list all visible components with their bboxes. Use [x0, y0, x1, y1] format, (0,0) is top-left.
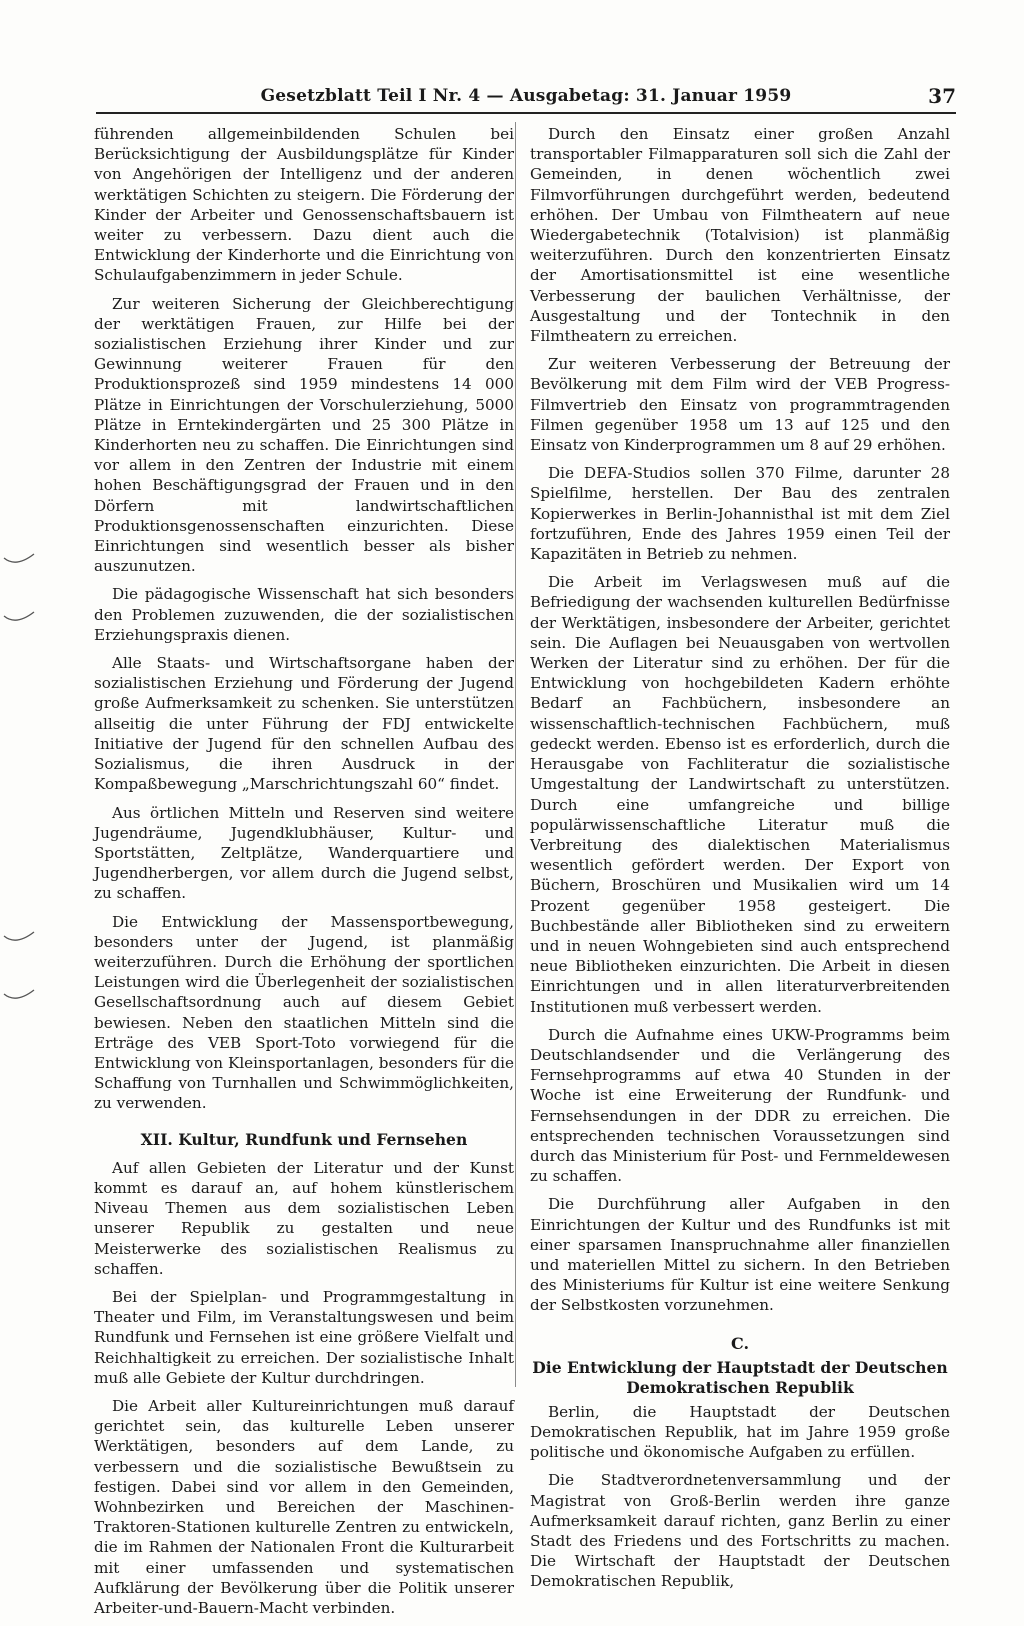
- paragraph: Berlin, die Hauptstadt der Deutschen Demokratischen Republik, hat im Jahre 1959 große politische und ökonomische Aufgaben zu erfüllen.: [530, 1402, 950, 1462]
- margin-tick-mark: [2, 988, 36, 1004]
- paragraph: Durch die Aufnahme eines UKW-Programms beim Deutschlandsender und die Verlängerung des Fernsehprogramms auf etwa 40 Stunden in der Woche ist eine Erweiterung der Rundfunk- und Fernsehsendungen in der DDR zu erreichen. Die entsprechenden technischen Voraussetzungen sind durch das Ministerium für Post- und Fernmeldewesen zu schaffen.: [530, 1025, 950, 1186]
- paragraph: Zur weiteren Sicherung der Gleichberechtigung der werktätigen Frauen, zur Hilfe bei der sozialistischen Erziehung ihrer Kinder und zur Gewinnung weiterer Frauen für den Produktionsprozeß sind 1959 mindestens 14 000 Plätze in Einrichtungen der Vorschulerziehung, 5000 Plätze in Erntekindergärten und 25 300 Plätze in Kinderhorten neu zu schaffen. Die Einrichtungen sind vor allem in den Zentren der Industrie mit einem hohen Beschäftigungsgrad der Frauen und in den Dörfern mit landwirtschaftlichen Produktionsgenossenschaften einzurichten. Diese Einrichtungen sind wesentlich besser als bisher auszunutzen.: [94, 294, 514, 576]
- paragraph: Aus örtlichen Mitteln und Reserven sind weitere Jugendräume, Jugendklubhäuser, Kultur- und Sportstätten, Zeltplätze, Wanderquartiere und Jugendherbergen, vor allem durch die Jugend selbst, zu schaffen.: [94, 803, 514, 903]
- paragraph: Zur weiteren Verbesserung der Betreuung der Bevölkerung mit dem Film wird der VEB Progress-Filmvertrieb den Einsatz von programmtragenden Filmen gegenüber 1958 um 13 auf 125 und den Einsatz von Kinderprogrammen um 8 auf 29 erhöhen.: [530, 355, 950, 455]
- column-divider: [515, 122, 516, 1387]
- section-heading-c: Die Entwicklung der Hauptstadt der Deutschen Demokratischen Republik: [532, 1357, 948, 1397]
- margin-tick-mark: [2, 610, 36, 626]
- page-header: [96, 84, 956, 114]
- section-heading-xii: XII. Kultur, Rundfunk und Fernsehen: [140, 1129, 468, 1149]
- paragraph: Die Durchführung aller Aufgaben in den Einrichtungen der Kultur und des Rundfunks ist mit einer sparsamen Inanspruchnahme aller finanziellen und materiellen Mittel zu sichern. In den Betrieben des Ministeriums für Kultur ist eine weitere Senkung der Selbstkosten vorzunehmen.: [530, 1195, 950, 1315]
- paragraph: Bei der Spielplan- und Programmgestaltung in Theater und Film, im Veranstaltungswesen und beim Rundfunk und Fernsehen ist eine größere Vielfalt und Reichhaltigkeit zu erreichen. Der sozialistische Inhalt muß alle Gebiete der Kultur durchdringen.: [94, 1287, 514, 1387]
- right-column: [530, 124, 950, 1600]
- margin-tick-mark: [2, 930, 36, 946]
- paragraph: Durch den Einsatz einer großen Anzahl transportabler Filmapparaturen soll sich die Zahl der Gemeinden, in denen wöchentlich zwei Filmvorführungen durchgeführt werden, bedeutend erhöhen. Der Umbau von Filmtheatern auf neue Wiedergabetechnik (Totalvision) ist planmäßig weiterzuführen. Durch den konzentrierten Einsatz der Amortisationsmittel ist eine wesentliche Verbesserung der baulichen Verhältnisse, der Ausgestaltung und der Tontechnik in den Filmtheatern zu erreichen.: [530, 125, 950, 346]
- margin-tick-mark: [2, 552, 36, 568]
- page-number: 37: [928, 84, 956, 108]
- paragraph: Die DEFA-Studios sollen 370 Filme, darunter 28 Spielfilme, herstellen. Der Bau des zentralen Kopierwerkes in Berlin-Johannisthal ist mit dem Ziel fortzuführen, Ende des Jahres 1959 einen Teil der Kapazitäten in Betrieb zu nehmen.: [530, 464, 950, 564]
- section-letter-c: C.: [730, 1333, 750, 1353]
- paragraph: Alle Staats- und Wirtschaftsorgane haben der sozialistischen Erziehung und Förderung der Jugend große Aufmerksamkeit zu schenken. Sie unterstützen allseitig die unter Führung der FDJ entwickelte Initiative der Jugend für den schnellen Aufbau des Sozialismus, die ihren Ausdruck in der Kompaßbewegung „Marschrichtungszahl 60“ findet.: [94, 654, 514, 794]
- paragraph: Die Entwicklung der Massensportbewegung, besonders unter der Jugend, ist planmäßig weiterzuführen. Durch die Erhöhung der sportlichen Leistungen wird die Überlegenheit der sozialistischen Gesellschaftsordnung auch auf diesem Gebiet bewiesen. Neben den staatlichen Mitteln sind die Erträge des VEB Sport-Toto vorwiegend für die Entwicklung von Kleinsportanlagen, besonders für die Schaffung von Turnhallen und Schwimmöglichkeiten, zu verwenden.: [94, 912, 514, 1113]
- paragraph: Die Arbeit im Verlagswesen muß auf die Befriedigung der wachsenden kulturellen Bedürfnisse der Werktätigen, insbesondere der Arbeiter, gerichtet sein. Die Auflagen bei Neuausgaben von wertvollen Werken der Literatur sind zu erhöhen. Der für die Entwicklung von hochgebildeten Kadern erhöhte Bedarf an Fachbüchern, insbesondere an wissenschaftlich-technischen Fachbüchern, muß gedeckt werden. Ebenso ist es erforderlich, durch die Herausgabe von Fachliteratur die sozialistische Umgestaltung der Landwirtschaft zu unterstützen. Durch eine umfangreiche und billige populärwissenschaftliche Literatur muß die Verbreitung des dialektischen Materialismus wesentlich gefördert werden. Der Export von Büchern, Broschüren und Musikalien wird um 14 Prozent gegenüber 1958 gesteigert. Die Buchbestände aller Bibliotheken sind zu erweitern und in neuen Wohngebieten sind auch entsprechend neue Bibliotheken einzurichten. Die Arbeit in diesen Einrichtungen und in allen literaturverbreitenden Institutionen muß verbessert werden.: [530, 573, 950, 1016]
- paragraph: Auf allen Gebieten der Literatur und der Kunst kommt es darauf an, auf hohem künstlerischem Niveau Themen aus dem sozialistischen Leben unserer Republik zu gestalten und neue Meisterwerke des sozialistischen Realismus zu schaffen.: [94, 1158, 514, 1278]
- header-title: Gesetzblatt Teil I Nr. 4 — Ausgabetag: 31. Januar 1959: [260, 86, 792, 106]
- paragraph: Die Arbeit aller Kultureinrichtungen muß darauf gerichtet sein, das kulturelle Leben unserer Werktätigen, besonders auf dem Lande, zu verbessern und die sozialistische Bewußtsein zu festigen. Dabei sind vor allem in den Gemeinden, Wohnbezirken und Bereichen der Maschinen-Traktoren-Stationen kulturelle Zentren zu entwickeln, die im Rahmen der Nationalen Front die Kulturarbeit mit einer umfassenden und systematischen Aufklärung der Bevölkerung über die Politik unserer Arbeiter-und-Bauern-Macht verbinden.: [94, 1396, 514, 1618]
- left-column: [94, 124, 514, 1626]
- paragraph: Die pädagogische Wissenschaft hat sich besonders den Problemen zuzuwenden, die der sozialistischen Erziehungspraxis dienen.: [94, 585, 514, 644]
- paragraph: führenden allgemeinbildenden Schulen bei Berücksichtigung der Ausbildungsplätze für Kinder von Angehörigen der Intelligenz und der anderen werktätigen Schichten zu steigern. Die Förderung der Kinder der Arbeiter und Genossenschaftsbauern ist weiter zu verbessern. Dazu dient auch die Entwicklung der Kinderhorte und die Einrichtung von Schulaufgabenzimmern in jeder Schule.: [94, 125, 514, 285]
- paragraph: Die Stadtverordnetenversammlung und der Magistrat von Groß-Berlin werden ihre ganze Aufmerksamkeit darauf richten, ganz Berlin zu einer Stadt des Friedens und des Fortschritts zu machen. Die Wirtschaft der Hauptstadt der Deutschen Demokratischen Republik,: [530, 1471, 950, 1591]
